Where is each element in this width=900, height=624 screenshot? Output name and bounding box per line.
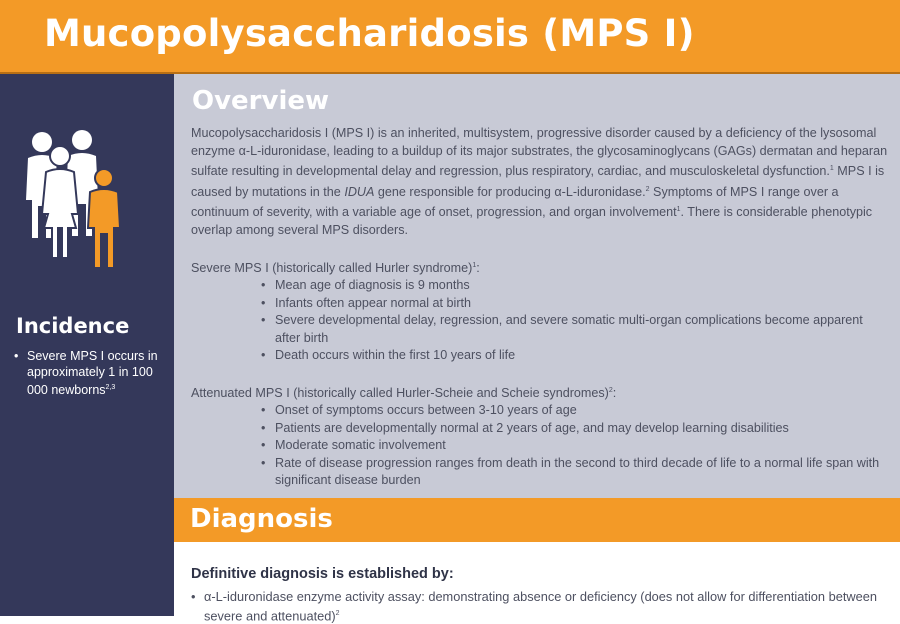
severe-heading-ref: 1 — [472, 261, 477, 269]
list-item: • Patients are developmentally normal at 2 years of age, and may develop learning disabilities — [261, 420, 891, 438]
page-title: Mucopolysaccharidosis (MPS I) — [44, 12, 695, 55]
incidence-item-text: Severe MPS I occurs in approximately 1 in 100 000 newborns — [27, 349, 158, 398]
list-item: • Onset of symptoms occurs between 3-10 years of age — [261, 402, 891, 420]
list-item: • Severe developmental delay, regression, and severe somatic multi-organ complications become apparent after birth — [261, 312, 891, 347]
diagnosis-heading: Definitive diagnosis is established by: — [191, 566, 454, 582]
page-header — [0, 0, 900, 74]
diagnosis-section — [174, 542, 900, 624]
severe-heading: Severe MPS I (historically called Hurler syndrome)$^1$: — [191, 260, 480, 275]
intro-text: MPS I is caused by mutations in the — [191, 164, 885, 199]
overview-section — [174, 74, 900, 498]
attenuated-heading: Attenuated MPS I (historically called Hurler-Scheie and Scheie syndromes)$^2$: — [191, 385, 617, 400]
overview-title: Overview — [192, 86, 330, 116]
sidebar — [0, 74, 174, 616]
diagnosis-item-text: α-L-iduronidase enzyme activity assay: demonstrating absence or deficiency (does not allow for differentiation between severe and attenuated) — [204, 589, 877, 624]
diagnosis-header — [174, 498, 900, 542]
list-item: • Death occurs within the first 10 years of life — [261, 347, 891, 365]
intro-ref: 2 — [645, 185, 650, 193]
attenuated-list — [191, 402, 891, 490]
list-item — [191, 588, 881, 624]
list-item: • Mean age of diagnosis is 9 months — [261, 277, 891, 295]
intro-text: Mucopolysaccharidosis I (MPS I) is an inherited, multisystem, progressive disorder caused by a deficiency of the lysosomal enzyme α-L-iduronidase, leading to a buildup of its major substrates, the glycosaminoglycans (GAGs) dermatan and heparan sulfate resulting in developmental delay and regression, plus respiratory, cardiac, and musculoskeletal dysfunction. — [191, 126, 888, 179]
severe-list — [191, 277, 891, 365]
attenuated-heading-text: Attenuated MPS I (historically called Hurler-Scheie and Scheie syndromes) — [191, 385, 609, 400]
list-item: • Rate of disease progression ranges from death in the second to third decade of life to a normal life span with significant disease burden — [261, 455, 891, 490]
list-item: • Moderate somatic involvement — [261, 437, 891, 455]
overview-body — [191, 125, 891, 490]
diagnosis-list — [191, 588, 881, 624]
intro-text: . There is considerable phenotypic overlap among several MPS disorders. — [191, 205, 873, 238]
diagnosis-title: Diagnosis — [190, 504, 333, 534]
intro-text: Symptoms of MPS I range over a continuum of severity, with a variable age of onset, progression, and organ involvement — [191, 184, 839, 220]
attenuated-heading-ref: 2 — [608, 386, 613, 394]
incidence-list — [14, 348, 166, 398]
incidence-title: Incidence — [16, 314, 130, 338]
intro-ref: 1 — [676, 206, 681, 214]
diagnosis-item-ref: 2 — [335, 610, 340, 617]
gene-name: IDUA — [344, 184, 375, 199]
incidence-item — [14, 348, 166, 398]
family-people-icon — [20, 128, 130, 278]
incidence-item-ref: 2,3 — [105, 384, 116, 391]
intro-text: gene responsible for producing α-L-iduronidase. — [374, 184, 646, 199]
intro-ref: 1 — [829, 165, 834, 172]
list-item: • Infants often appear normal at birth — [261, 295, 891, 313]
severe-heading-text: Severe MPS I (historically called Hurler syndrome) — [191, 260, 473, 275]
overview-intro — [191, 125, 891, 240]
